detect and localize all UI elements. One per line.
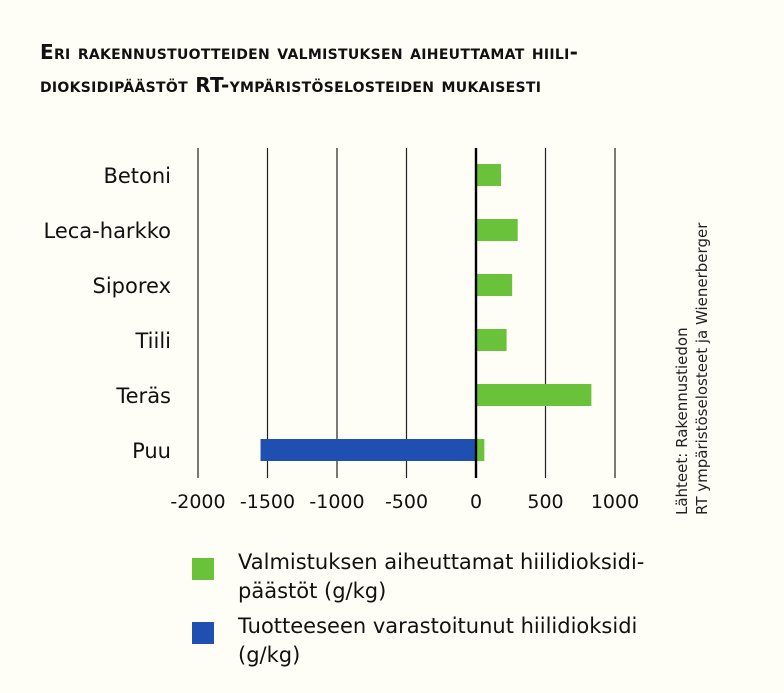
- x-tick-label-5: 500: [527, 491, 564, 513]
- legend-item-stored: [192, 612, 752, 670]
- x-tick-label-0: -2000: [170, 491, 226, 513]
- category-label-2: Siporex: [92, 274, 171, 298]
- bar-emissions-1: [476, 219, 518, 241]
- source-line-2: RT ympäristöselosteet ja Wienerberger: [693, 222, 711, 515]
- bar-emissions-5: [476, 439, 484, 461]
- x-tick-label-4: 0: [469, 491, 483, 513]
- legend-swatch-stored: [192, 622, 214, 644]
- legend-label-stored-line-1: Tuotteeseen varastoitunut hiilidioksidi: [238, 614, 638, 638]
- chart-title-line-1: Eri rakennustuotteiden valmistuksen aiheuttamat hiili-: [40, 40, 579, 64]
- legend-swatch-emissions: [192, 558, 214, 580]
- x-tick-label-1: -1500: [239, 491, 296, 513]
- category-label-3: Tiili: [135, 329, 171, 353]
- category-label-5: Puu: [132, 439, 171, 463]
- bar-emissions-3: [476, 329, 507, 351]
- bar-emissions-2: [476, 274, 512, 296]
- legend-item-emissions: [192, 548, 752, 606]
- bar-emissions-0: [476, 164, 501, 186]
- legend: [192, 548, 752, 676]
- x-tick-label-2: -1000: [309, 491, 365, 513]
- source-line-1: Lähteet: Rakennustiedon: [673, 327, 691, 515]
- legend-label-emissions-line-1: Valmistuksen aiheuttamat hiilidioksidi-: [238, 550, 645, 574]
- chart-title-line-2: dioksidipäästöt RT-ympäristöselosteiden mukaisesti: [40, 73, 542, 97]
- bar-emissions-4: [476, 384, 591, 406]
- source-note: [672, 223, 712, 515]
- category-label-1: Leca-harkko: [43, 219, 171, 243]
- legend-label-stored-line-2: (g/kg): [238, 643, 301, 667]
- x-tick-label-6: 1000: [590, 491, 640, 513]
- category-label-0: Betoni: [103, 164, 171, 188]
- legend-label-emissions-line-2: päästöt (g/kg): [238, 579, 387, 603]
- bar-stored-5: [261, 439, 476, 461]
- category-label-4: Teräs: [116, 384, 171, 408]
- x-tick-label-3: -500: [384, 491, 429, 513]
